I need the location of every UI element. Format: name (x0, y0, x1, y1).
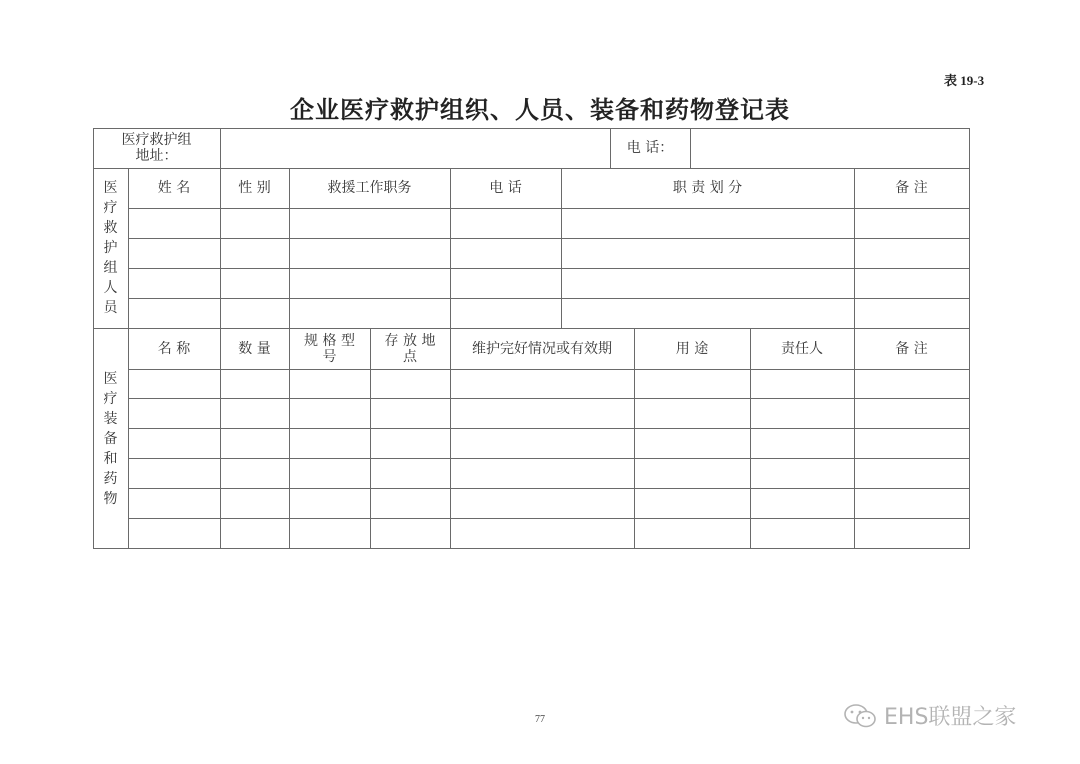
equipment-cell[interactable] (855, 459, 969, 488)
equipment-cell[interactable] (451, 459, 634, 488)
equipment-cell[interactable] (751, 429, 854, 458)
equipment-column-header: 名 称 (157, 340, 191, 357)
equipment-cell[interactable] (451, 489, 634, 518)
watermark (844, 700, 1016, 731)
equipment-column-header: 存 放 地 点 (384, 332, 436, 365)
equipment-cell[interactable] (221, 370, 289, 398)
equipment-cell[interactable] (221, 429, 289, 458)
equipment-column-header: 备 注 (895, 340, 928, 357)
page-number: 77 (535, 714, 545, 725)
equipment-cell[interactable] (221, 399, 289, 428)
equipment-column-header: 责任人 (781, 340, 823, 357)
wechat-icon (844, 703, 878, 729)
org-address-label-line2: 地址： (135, 148, 178, 164)
equipment-cell[interactable] (290, 399, 370, 428)
equipment-cell[interactable] (290, 459, 370, 488)
personnel-cell[interactable] (221, 209, 289, 238)
equipment-cell[interactable] (371, 370, 450, 398)
org-address-field[interactable] (221, 128, 610, 168)
personnel-cell[interactable] (562, 209, 854, 238)
equipment-cell[interactable] (635, 459, 750, 488)
equipment-cell[interactable] (635, 399, 750, 428)
personnel-cell[interactable] (855, 299, 969, 328)
equipment-cell[interactable] (129, 429, 220, 458)
table-number: 表 19-3 (944, 73, 985, 88)
equipment-column-header: 数 量 (238, 340, 271, 357)
equipment-cell[interactable] (371, 429, 450, 458)
equipment-cell[interactable] (635, 489, 750, 518)
personnel-cell[interactable] (290, 239, 450, 268)
equipment-cell[interactable] (855, 489, 969, 518)
equipment-section-label: 医 疗 装 备 和 药 物 (103, 370, 118, 507)
equipment-cell[interactable] (371, 459, 450, 488)
org-address-label-line1: 医疗救护组 (121, 132, 192, 148)
equipment-cell[interactable] (855, 429, 969, 458)
personnel-cell[interactable] (451, 209, 561, 238)
personnel-cell[interactable] (290, 269, 450, 298)
personnel-column-header: 电 话 (489, 180, 522, 196)
equipment-cell[interactable] (371, 489, 450, 518)
equipment-column-header: 规 格 型 号 (304, 332, 355, 365)
equipment-cell[interactable] (855, 399, 969, 428)
personnel-cell[interactable] (855, 209, 969, 238)
equipment-cell[interactable] (290, 489, 370, 518)
personnel-cell[interactable] (562, 269, 854, 298)
equipment-cell[interactable] (371, 519, 450, 548)
document-title: 企业医疗救护组织、人员、装备和药物登记表 (290, 95, 790, 124)
equipment-cell[interactable] (451, 399, 634, 428)
personnel-column-header: 性 别 (238, 180, 271, 196)
personnel-cell[interactable] (290, 299, 450, 328)
org-address-label (93, 128, 220, 168)
personnel-cell[interactable] (221, 299, 289, 328)
equipment-cell[interactable] (635, 370, 750, 398)
personnel-cell[interactable] (451, 299, 561, 328)
equipment-cell[interactable] (451, 370, 634, 398)
personnel-cell[interactable] (221, 269, 289, 298)
equipment-cell[interactable] (290, 519, 370, 548)
personnel-cell[interactable] (129, 269, 220, 298)
equipment-cell[interactable] (751, 519, 854, 548)
equipment-cell[interactable] (855, 519, 969, 548)
personnel-cell[interactable] (451, 239, 561, 268)
equipment-cell[interactable] (221, 489, 289, 518)
personnel-cell[interactable] (855, 239, 969, 268)
watermark-text: EHS联盟之家 (884, 705, 1017, 730)
equipment-cell[interactable] (751, 459, 854, 488)
personnel-column-header: 备 注 (895, 180, 928, 196)
equipment-cell[interactable] (290, 370, 370, 398)
equipment-column-header: 维护完好情况或有效期 (472, 340, 612, 357)
personnel-cell[interactable] (290, 209, 450, 238)
equipment-cell[interactable] (451, 519, 634, 548)
personnel-column-header: 职 责 划 分 (672, 180, 743, 196)
equipment-cell[interactable] (635, 519, 750, 548)
personnel-cell[interactable] (129, 209, 220, 238)
equipment-cell[interactable] (290, 429, 370, 458)
personnel-cell[interactable] (129, 239, 220, 268)
equipment-cell[interactable] (371, 399, 450, 428)
equipment-cell[interactable] (855, 370, 969, 398)
equipment-cell[interactable] (221, 459, 289, 488)
personnel-column-header: 姓 名 (157, 180, 191, 196)
personnel-cell[interactable] (855, 269, 969, 298)
equipment-cell[interactable] (129, 519, 220, 548)
equipment-cell[interactable] (635, 429, 750, 458)
equipment-cell[interactable] (221, 519, 289, 548)
equipment-column-header: 用 途 (675, 340, 709, 357)
equipment-cell[interactable] (751, 399, 854, 428)
phone-label: 电 话： (626, 140, 674, 156)
personnel-cell[interactable] (562, 299, 854, 328)
equipment-cell[interactable] (129, 370, 220, 398)
equipment-cell[interactable] (451, 429, 634, 458)
equipment-cell[interactable] (751, 370, 854, 398)
personnel-cell[interactable] (562, 239, 854, 268)
table-border-bottom (93, 548, 970, 549)
table-border-right (969, 128, 970, 549)
equipment-cell[interactable] (129, 489, 220, 518)
personnel-column-header: 救援工作职务 (327, 180, 412, 196)
personnel-cell[interactable] (221, 239, 289, 268)
phone-field[interactable] (691, 128, 969, 168)
personnel-cell[interactable] (129, 299, 220, 328)
equipment-cell[interactable] (751, 489, 854, 518)
personnel-section-label: 医 疗 救 护 组 人 员 (103, 180, 118, 316)
equipment-cell[interactable] (129, 459, 220, 488)
equipment-cell[interactable] (129, 399, 220, 428)
personnel-cell[interactable] (451, 269, 561, 298)
